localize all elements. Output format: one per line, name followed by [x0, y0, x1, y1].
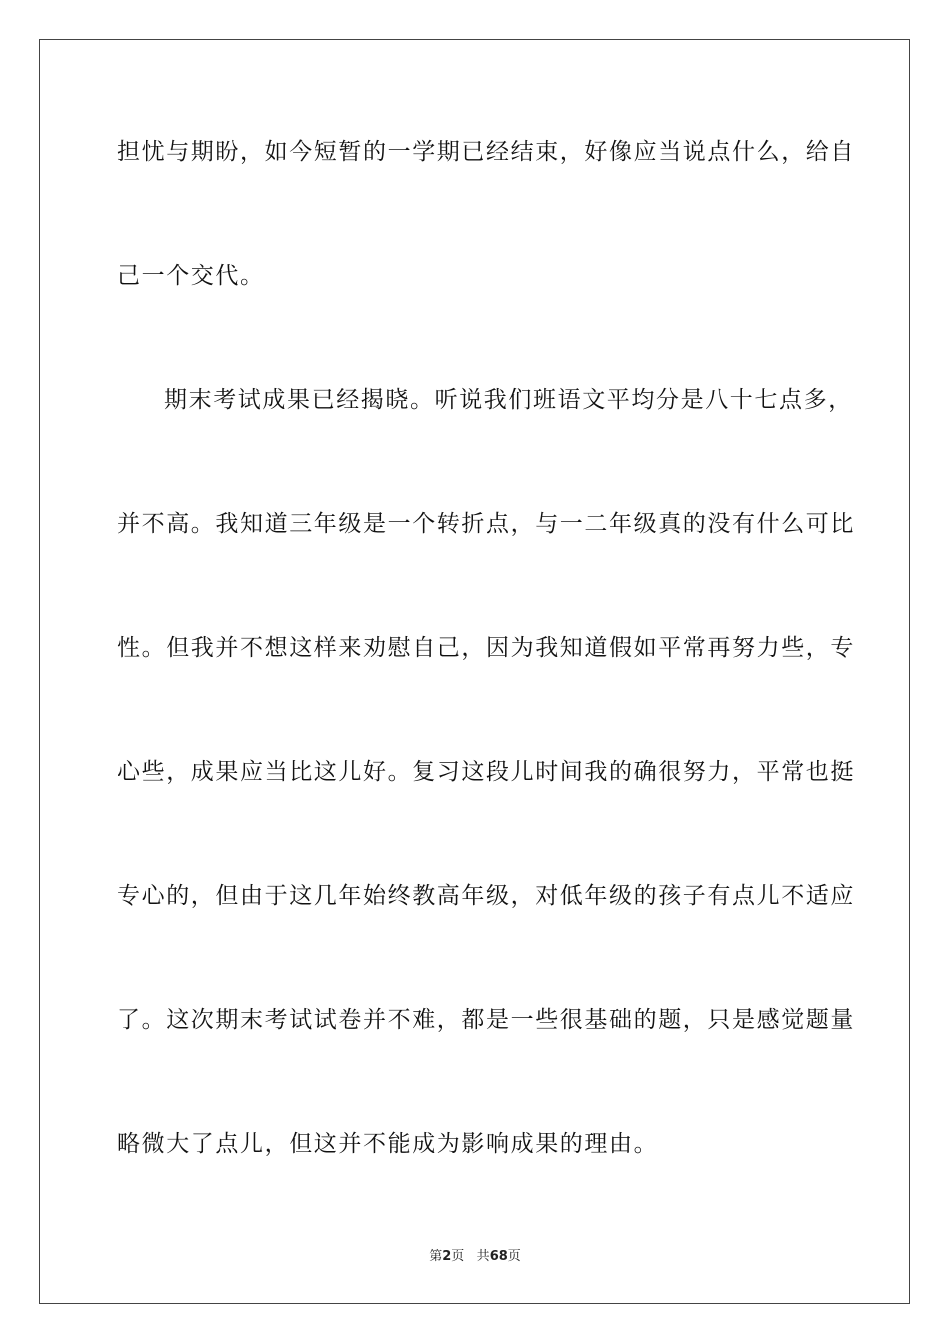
text-line: 了。这次期末考试试卷并不难，都是一些很基础的题，只是感觉题量	[117, 1007, 855, 1033]
total-suffix: 页	[507, 1249, 521, 1264]
text-line: 担忧与期盼，如今短暂的一学期已经结束，好像应当说点什么，给自	[117, 139, 855, 165]
text-line: 略微大了点儿，但这并不能成为影响成果的理由。	[117, 1131, 659, 1157]
text-line: 心些，成果应当比这儿好。复习这段儿时间我的确很努力，平常也挺	[117, 759, 855, 785]
page-prefix: 第	[429, 1249, 443, 1264]
page-number: 2	[442, 1249, 452, 1264]
page-footer	[0, 1249, 950, 1265]
text-line: 并不高。我知道三年级是一个转折点，与一二年级真的没有什么可比	[117, 511, 855, 537]
text-line: 性。但我并不想这样来劝慰自己，因为我知道假如平常再努力些，专	[117, 635, 855, 661]
text-line: 专心的，但由于这几年始终教高年级，对低年级的孩子有点儿不适应	[117, 883, 855, 909]
page-suffix: 页	[451, 1249, 465, 1264]
total-prefix: 共	[476, 1249, 490, 1264]
text-line: 己一个交代。	[117, 263, 265, 289]
page-border	[39, 39, 910, 1304]
text-line: 期末考试成果已经揭晓。听说我们班语文平均分是八十七点多，	[164, 387, 853, 413]
total-pages: 68	[489, 1249, 508, 1264]
